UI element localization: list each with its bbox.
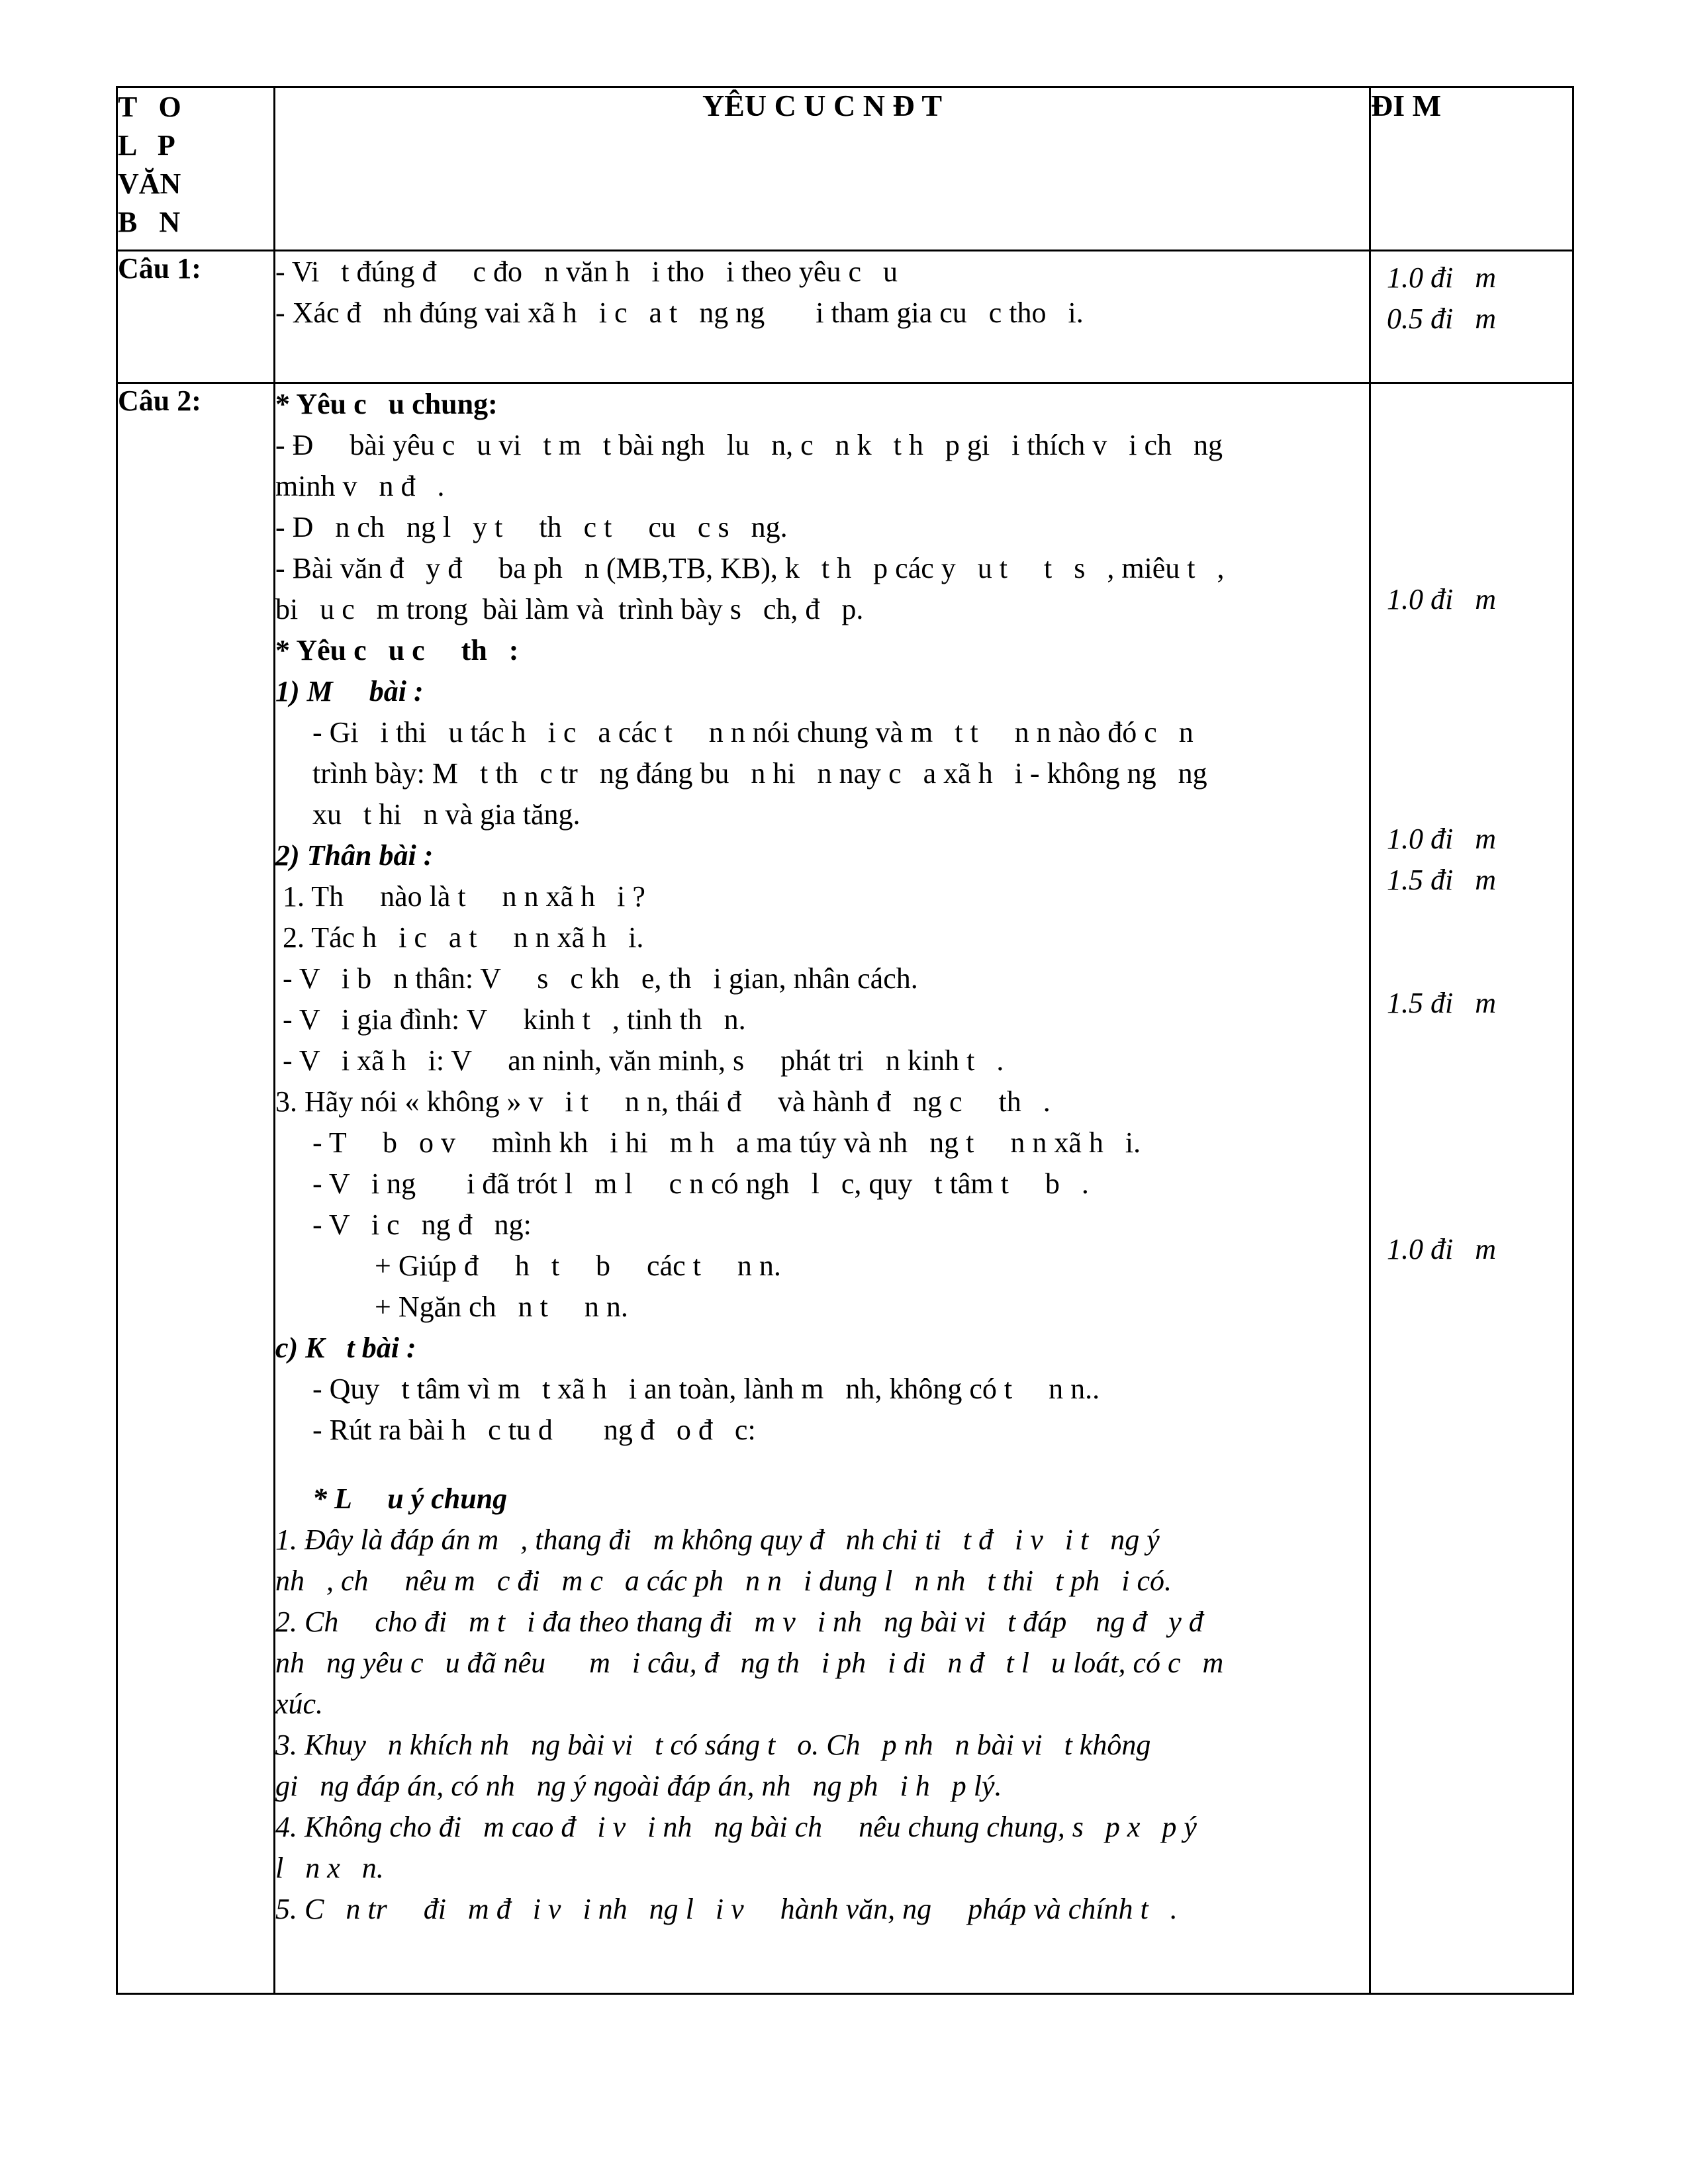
- body-sub2-line: + Ngăn ch n t n n.: [375, 1291, 628, 1323]
- specific-requirements-heading: * Yêu c u c th :: [275, 634, 519, 666]
- intro-line: xu t hi n và gia tăng.: [312, 798, 581, 831]
- question-1-line: - Vi t đúng đ c đo n văn h i tho i theo yêu c u: [275, 255, 898, 288]
- question-1-content: [275, 251, 1370, 383]
- question-2-row: [117, 383, 1573, 1994]
- intro-heading: 1) M bài :: [275, 675, 424, 707]
- note-line: 3. Khuy n khích nh ng bài vi t có sáng t o. Ch p nh n bài vi t không: [275, 1729, 1151, 1761]
- header-section-line: VĂN: [118, 167, 181, 200]
- body-heading: 2) Thân bài :: [275, 839, 434, 872]
- question-2-points: [1370, 383, 1573, 1994]
- body-line: - V i b n thân: V s c kh e, th i gian, nhân cách.: [275, 962, 918, 995]
- general-line: minh v n đ .: [275, 470, 445, 502]
- note-line: nh ng yêu c u đã nêu m i câu, đ ng th i ph i di n đ t l u loát, có c m: [275, 1647, 1224, 1679]
- header-requirements: YÊU C U C N Đ T: [275, 87, 1370, 251]
- note-line: 1. Đây là đáp án m , thang đi m không quy đ nh chi ti t đ i v i t ng ý: [275, 1524, 1160, 1556]
- general-line: - Đ bài yêu c u vi t m t bài ngh lu n, c n k t h p gi i thích v i ch ng: [275, 429, 1223, 461]
- body-sub2-line: + Giúp đ h t b các t n n.: [375, 1250, 781, 1282]
- header-points: ĐI M: [1370, 87, 1573, 251]
- header-section-line: L P: [118, 129, 175, 161]
- general-line: bi u c m trong bài làm và trình bày s ch, đ p.: [275, 593, 864, 625]
- points-value: 1.0 đi m: [1387, 1233, 1496, 1265]
- question-1-label: Câu 1:: [117, 251, 275, 383]
- conclusion-line: - Quy t tâm vì m t xã h i an toàn, lành m nh, không có t n n..: [312, 1373, 1100, 1405]
- header-section-line: T O: [118, 91, 181, 123]
- grading-table: [116, 86, 1574, 1995]
- header-section-line: B N: [118, 206, 181, 238]
- points-value: 0.5 đi m: [1387, 302, 1496, 335]
- note-line: 4. Không cho đi m cao đ i v i nh ng bài ch nêu chung chung, s p x p ý: [275, 1811, 1197, 1843]
- question-2-label: Câu 2:: [117, 383, 275, 1994]
- general-line: - D n ch ng l y t th c t cu c s ng.: [275, 511, 788, 543]
- points-value: 1.0 đi m: [1387, 261, 1496, 294]
- body-line: 3. Hãy nói « không » v i t n n, thái đ và hành đ ng c th .: [275, 1085, 1051, 1118]
- note-line: xúc.: [275, 1688, 324, 1720]
- question-1-row: [117, 251, 1573, 383]
- note-line: 2. Ch cho đi m t i đa theo thang đi m v i nh ng bài vi t đáp ng đ y đ: [275, 1606, 1203, 1638]
- intro-line: - Gi i thi u tác h i c a các t n n nói chung và m t t n n nào đó c n: [312, 716, 1194, 749]
- conclusion-line: - Rút ra bài h c tu d ng đ o đ c:: [312, 1414, 756, 1446]
- note-line: nh , ch nêu m c đi m c a các ph n n i dung l n nh t thi t ph i có.: [275, 1565, 1172, 1597]
- body-line: 1. Th nào là t n n xã h i ?: [275, 880, 645, 913]
- general-requirements-heading: * Yêu c u chung:: [275, 388, 498, 420]
- body-sub-line: - V i c ng đ ng:: [312, 1208, 532, 1241]
- header-row: [117, 87, 1573, 251]
- body-sub-line: - V i ng i đã trót l m l c n có ngh l c, quy t tâm t b .: [312, 1167, 1089, 1200]
- header-section-cell: [117, 87, 275, 251]
- body-line: - V i gia đình: V kinh t , tinh th n.: [275, 1003, 746, 1036]
- question-2-content: [275, 383, 1370, 1994]
- note-line: l n x n.: [275, 1852, 384, 1884]
- points-value: 1.5 đi m: [1387, 987, 1496, 1019]
- body-sub-line: - T b o v mình kh i hi m h a ma túy và nh ng t n n xã h i.: [312, 1126, 1141, 1159]
- intro-line: trình bày: M t th c tr ng đáng bu n hi n nay c a xã h i - không ng ng: [312, 757, 1207, 790]
- general-line: - Bài văn đ y đ ba ph n (MB,TB, KB), k t h p các y u t t s , miêu t ,: [275, 552, 1225, 584]
- question-1-line: - Xác đ nh đúng vai xã h i c a t ng ng i tham gia cu c tho i.: [275, 296, 1084, 329]
- question-1-points: [1370, 251, 1573, 383]
- note-line: 5. C n tr đi m đ i v i nh ng l i v hành văn, ng pháp và chính t .: [275, 1893, 1178, 1925]
- points-value: 1.0 đi m: [1387, 583, 1496, 615]
- notes-heading: * L u ý chung: [312, 1482, 508, 1515]
- conclusion-heading: c) K t bài :: [275, 1332, 416, 1364]
- note-line: gi ng đáp án, có nh ng ý ngoài đáp án, nh ng ph i h p lý.: [275, 1770, 1002, 1802]
- body-line: 2. Tác h i c a t n n xã h i.: [275, 921, 644, 954]
- points-value: 1.5 đi m: [1387, 864, 1496, 896]
- points-value: 1.0 đi m: [1387, 823, 1496, 855]
- body-line: - V i xã h i: V an ninh, văn minh, s phát tri n kinh t .: [275, 1044, 1004, 1077]
